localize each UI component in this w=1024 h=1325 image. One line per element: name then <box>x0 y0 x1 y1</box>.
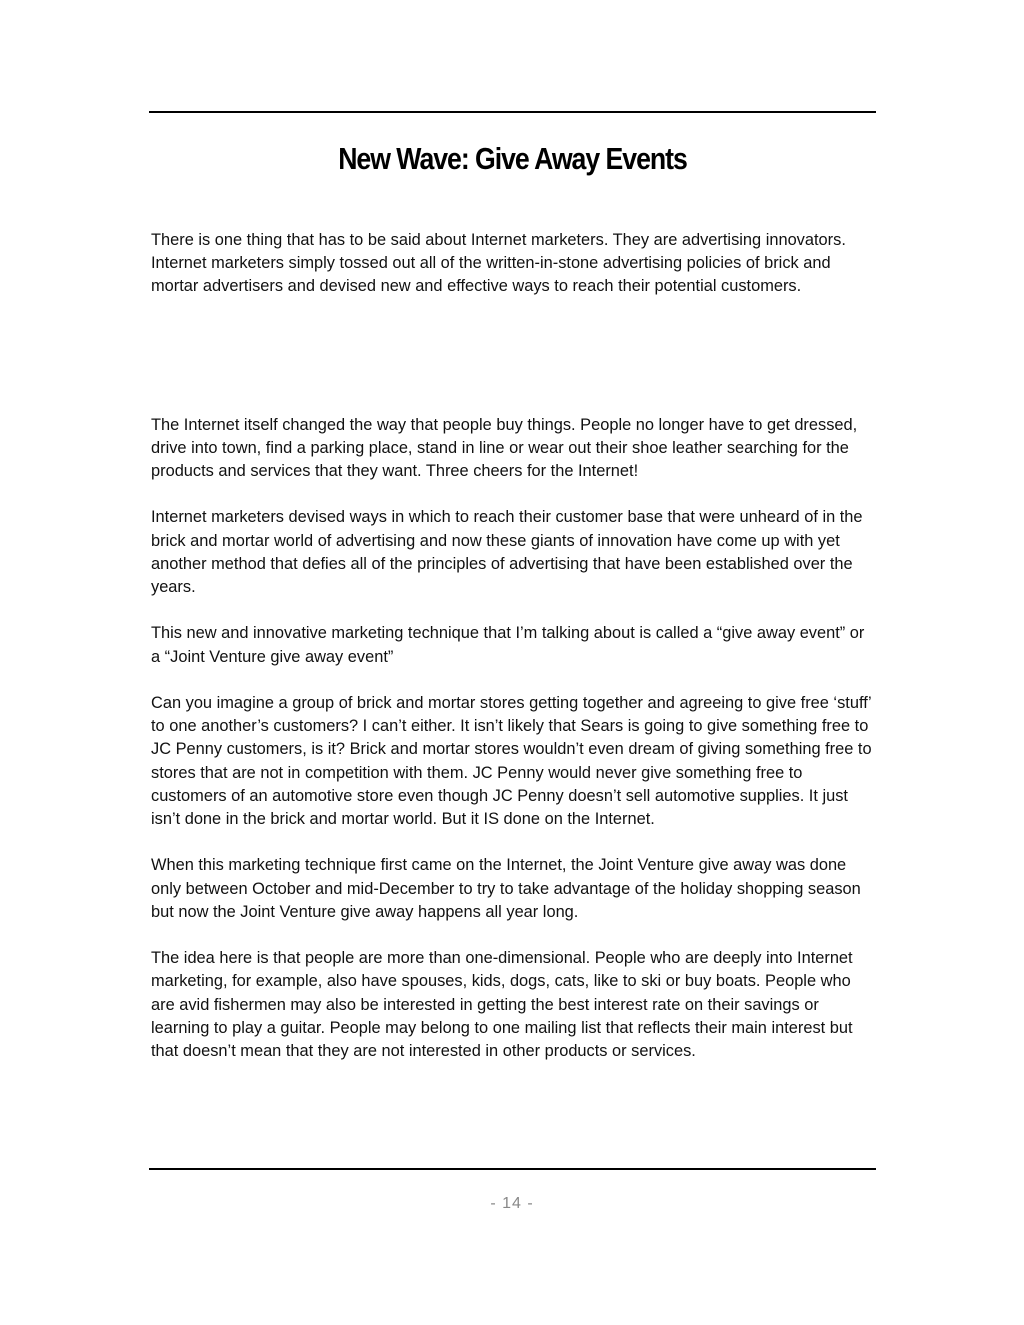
paragraph-7: The idea here is that people are more than one-dimensional. People who are deeply into Internet marketing, for example, also have spouses, kids, dogs, cats, like to ski or buy boats. People who are avid fishermen may also be interested in getting the best interest rate on their savings or learning to play a guitar. People may belong to one mailing list that reflects their main interest but that doesn’t mean that they are not interested in other products or services. <box>151 949 853 1061</box>
paragraph-1: There is one thing that has to be said about Internet marketers. They are advertising innovators. Internet marketers simply tossed out all of the written-in-stone advertising policies of brick and mortar advertisers and devised new and effective ways to reach their potential customers. <box>151 231 846 296</box>
footer-rule <box>149 1168 876 1170</box>
header-rule <box>149 111 876 113</box>
paragraph-6: When this marketing technique first came on the Internet, the Joint Venture give away was done only between October and mid-December to try to take advantage of the holiday shopping season but now the Joint Venture give away happens all year long. <box>151 856 861 921</box>
body-text <box>151 229 875 1086</box>
paragraph-3: Internet marketers devised ways in which to reach their customer base that were unheard of in the brick and mortar world of advertising and now these giants of innovation have come up with yet another method that defies all of the principles of advertising that have been established over the years. <box>151 508 863 597</box>
paragraph-2: The Internet itself changed the way that people buy things. People no longer have to get dressed, drive into town, find a parking place, stand in line or wear out their shoe leather searching for the products and services that they want. Three cheers for the Internet! <box>151 415 858 481</box>
page-number: - 14 - <box>490 1195 534 1212</box>
paragraph-4: This new and innovative marketing technique that I’m talking about is called a “give away event” or a “Joint Venture give away event” <box>151 624 865 666</box>
paragraph-5: Can you imagine a group of brick and mortar stores getting together and agreeing to give free ‘stuff’ to one another’s customers? I can’t either. It isn’t likely that Sears is going to give something free to JC Penny customers, is it? Brick and mortar stores wouldn’t even dream of giving something free to stores that are not in competition with them. JC Penny would never give something free to customers of an automotive store even though JC Penny doesn’t sell automotive supplies. It just isn’t done in the brick and mortar world. But it IS done on the Internet. <box>151 694 872 829</box>
page-title: New Wave: Give Away Events <box>338 141 687 176</box>
